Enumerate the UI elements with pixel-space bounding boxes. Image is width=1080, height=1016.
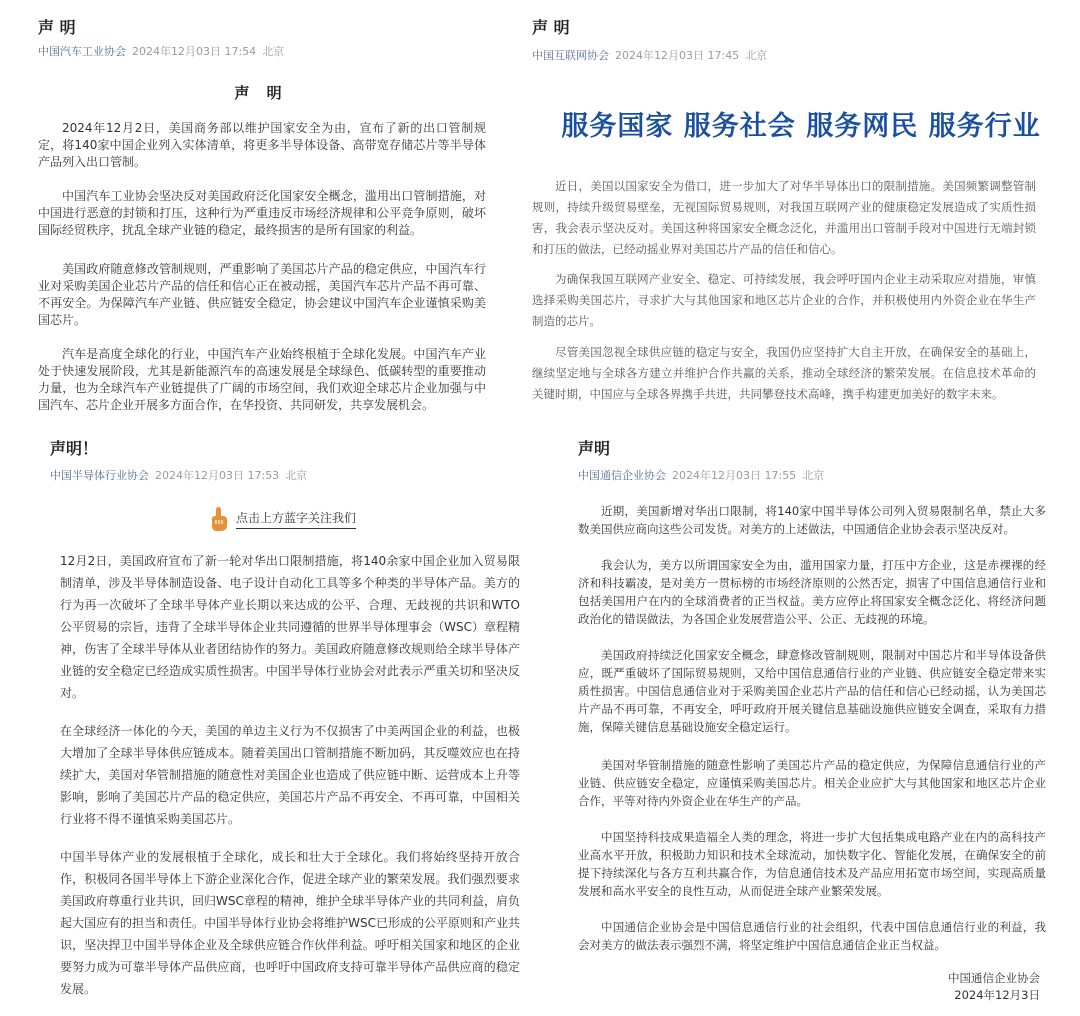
publish-time: 2024年12月03日 17:45 (615, 49, 740, 62)
account-name-link[interactable]: 中国互联网协会 (532, 49, 609, 62)
paragraph: 近日，美国以国家安全为借口，进一步加大了对华半导体出口的限制措施。美国频繁调整管制规则，持续升级贸易壁垒，无视国际贸易规则，对我国互联网产业的健康稳定发展造成了实质性损害，我会表示坚决反对。美国这种将国家安全概念泛化，并滥用出口管制手段对中国进行无端封锁和打压的做法，已经动摇业界对美国芯片产品的信任和信心。 (532, 179, 1036, 256)
publish-location: 北京 (802, 469, 825, 482)
paragraph: 为确保我国互联网产业安全、稳定、可持续发展，我会呼吁国内企业主动采取应对措施，审慎选择采购美国芯片，寻求扩大与其他国家和地区芯片企业的合作，并积极使用内外资企业在华生产制造的芯片。 (532, 272, 1036, 328)
article-title: 声 明 (532, 18, 570, 37)
account-name-link[interactable]: 中国通信企业协会 (578, 469, 666, 482)
paragraph: 12月2日，美国政府宣布了新一轮对华出口限制措施，将140余家中国企业加入贸易限制清单，涉及半导体制造设备、电子设计自动化工具等多个种类的半导体产品。美方的行为再一次破坏了全球半导体产业长期以来达成的公平、合理、无歧视的共识和WTO公平贸易的宗旨，违背了全球半导体企业共同遵循的世界半导体理事会（WSC）章程精神，伤害了全球半导体从业者团结协作的努力。美国政府随意修改规则给全球半导体产业链的安全稳定已经造成实质性损害。中国半导体行业协会对此表示严重关切和坚决反对。 (60, 554, 520, 700)
publish-location: 北京 (745, 49, 768, 62)
follow-prompt[interactable] (208, 506, 356, 532)
account-name-link[interactable]: 中国汽车工业协会 (38, 45, 126, 58)
article-title: 声明 (578, 439, 611, 458)
paragraph: 近期，美国新增对华出口限制，将140家中国半导体公司列入贸易限制名单，禁止大多数美国供应商向这些公司发货。对美方的上述做法，中国通信企业协会表示坚决反对。 (578, 504, 1046, 536)
signature-org: 中国通信企业协会 (948, 971, 1040, 985)
publish-location: 北京 (285, 469, 308, 482)
article-meta (578, 467, 824, 483)
paragraph: 汽车是高度全球化的行业，中国汽车产业始终根植于全球化发展。中国汽车产业处于快速发展阶段，尤其是新能源汽车的高速发展是全球绿色、低碳转型的重要推动力量，也为全球汽车产业链提供了广阔的市场空间，我们欢迎全球芯片企业加强与中国汽车、芯片企业开展多方面合作，在华投资、共同研发，共享发展机会。 (38, 347, 486, 412)
article-meta (38, 43, 284, 59)
article-meta (532, 47, 767, 63)
statement-auto-association (0, 0, 522, 428)
paragraph: 美国政府随意修改管制规则，严重影响了美国芯片产品的稳定供应，中国汽车行业对采购美国企业芯片产品的信任和信心正在被动摇，美国汽车芯片产品不再可靠、不再安全。为保障汽车产业链、供应链安全稳定，协会建议中国汽车企业谨慎采购美国芯片。 (38, 262, 486, 327)
article-title: 声 明 (38, 18, 76, 37)
paragraph: 中国半导体产业的发展根植于全球化，成长和壮大于全球化。我们将始终坚持开放合作，积极同各国半导体上下游企业深化合作，促进全球产业的繁荣发展。我们强烈要求美国政府尊重行业共识，回归WSC章程的精神，维护全球半导体产业的共同利益，肩负起大国应有的担当和责任。中国半导体行业协会将维护WSC已形成的公平原则和产业共识，坚决捍卫中国半导体企业及全球供应链合作伙伴利益。呼吁相关国家和地区的企业要努力成为可靠半导体产品供应商，也呼吁中国政府支持可靠半导体产品供应商的稳定发展。 (60, 850, 520, 996)
paragraph: 美国对华管制措施的随意性影响了美国芯片产品的稳定供应，为保障信息通信行业的产业链、供应链安全稳定，应谨慎采购美国芯片。相关企业应扩大与其他国家和地区芯片企业合作，平等对待内外资企业在华生产的产品。 (578, 758, 1046, 808)
statement-semiconductor-association (0, 428, 540, 1016)
account-name-link[interactable]: 中国半导体行业协会 (50, 469, 149, 482)
paragraph: 尽管美国忽视全球供应链的稳定与安全，我国仍应坚持扩大自主开放，在确保安全的基础上，继续坚定地与全球各方建立并维护合作共赢的关系，推动全球经济的繁荣发展。在信息技术革命的关键时期，中国应与全球各界携手共进，共同攀登技术高峰，携手构建更加美好的数字未来。 (532, 345, 1036, 401)
paragraph: 2024年12月2日，美国商务部以维护国家安全为由，宣布了新的出口管制规定，将140家中国企业列入实体清单，将更多半导体设备、高带宽存储芯片等半导体产品列入出口管制。 (38, 121, 486, 169)
publish-time: 2024年12月03日 17:55 (672, 469, 797, 482)
slogan-banner: 服务国家 服务社会 服务网民 服务行业 (561, 111, 1041, 142)
signature-block (948, 970, 1040, 1004)
signature-date: 2024年12月3日 (954, 988, 1040, 1002)
publish-location: 北京 (262, 45, 285, 58)
paragraph: 中国通信企业协会是中国信息通信行业的社会组织，代表中国信息通信行业的利益，我会对美方的做法表示强烈不满，将坚定维护中国信息通信企业正当权益。 (578, 920, 1046, 952)
paragraph: 美国政府持续泛化国家安全概念，肆意修改管制规则，限制对中国芯片和半导体设备供应，既严重破坏了国际贸易规则，又给中国信息通信行业的产业链、供应链安全稳定带来实质性损害。中国信息通信业对于采购美国企业芯片产品的信任和信心已经动摇，认为美国芯片产品不再可靠，不再安全，呼吁政府开展关键信息基础设施供应链安全调查，采取有力措施，保障关键信息基础设施安全稳定运行。 (578, 648, 1046, 734)
publish-time: 2024年12月03日 17:53 (155, 469, 280, 482)
article-title: 声明！ (50, 439, 99, 458)
statement-internet-society (522, 0, 1080, 428)
statement-heading: 声 明 (234, 84, 288, 102)
statement-communications-association (540, 428, 1080, 1016)
paragraph: 我会认为，美方以所谓国家安全为由，滥用国家力量，打压中方企业，这是赤裸裸的经济和科技霸凌，是对美方一贯标榜的市场经济原则的公然否定，损害了中国信息通信行业和包括美国用户在内的全球消费者的正当权益。美方应停止将国家安全概念泛化、将经济问题政治化的错误做法，为各国企业发展营造公平、公正、无歧视的环境。 (578, 558, 1046, 626)
paragraph: 中国坚持科技成果造福全人类的理念，将进一步扩大包括集成电路产业在内的高科技产业高水平开放，积极助力知识和技术全球流动，加快数字化、智能化发展，在确保安全的前提下持续深化与各方互利共赢合作，为信息通信技术及产品应用拓宽市场空间，实现高质量发展和高水平安全的良性互动，从而促进全球产业繁荣发展。 (578, 830, 1046, 898)
article-meta (50, 467, 307, 483)
publish-time: 2024年12月03日 17:54 (132, 45, 257, 58)
pointing-hand-icon (208, 506, 230, 532)
follow-text[interactable]: 点击上方蓝字关注我们 (236, 509, 356, 529)
paragraph: 在全球经济一体化的今天，美国的单边主义行为不仅损害了中美两国企业的利益，也极大增加了全球半导体供应链成本。随着美国出口管制措施不断加码，其反噬效应也在持续扩大，美国对华管制措施的随意性对美国企业也造成了供应链中断、运营成本上升等影响，影响了美国芯片产品的稳定供应，美国芯片产品不再安全、不再可靠，中国相关行业将不得不谨慎采购美国芯片。 (60, 724, 520, 826)
paragraph: 中国汽车工业协会坚决反对美国政府泛化国家安全概念，滥用出口管制措施，对中国进行恶意的封锁和打压，这种行为严重违反市场经济规律和公平竞争原则，破坏国际经贸秩序，扰乱全球产业链的稳定，最终损害的是所有国家的利益。 (38, 189, 486, 237)
